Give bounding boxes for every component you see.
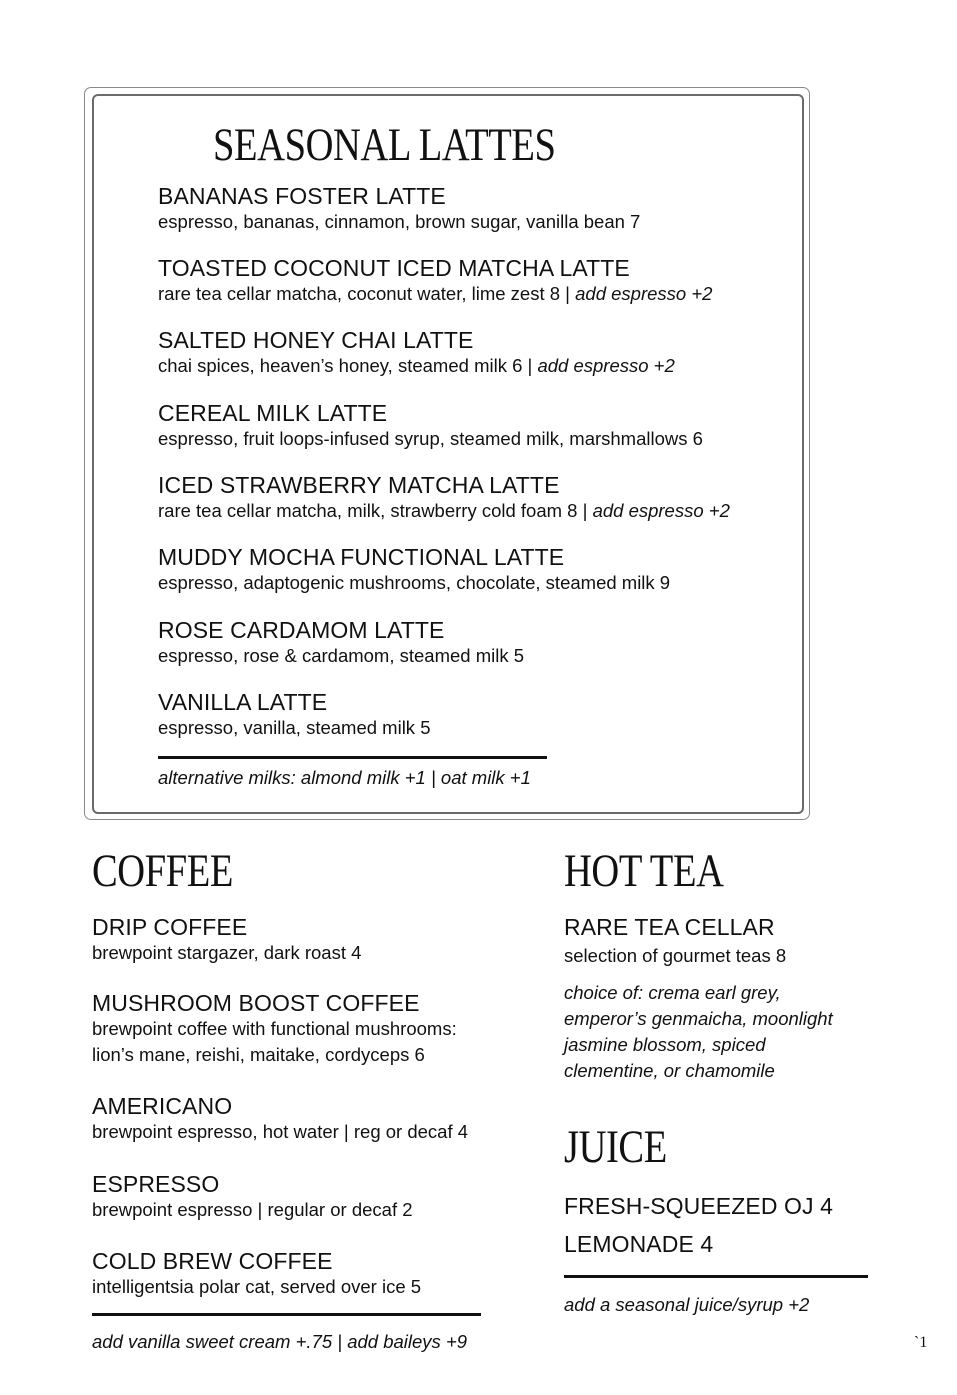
divider bbox=[564, 1275, 868, 1278]
item-name: CEREAL MILK LATTE bbox=[158, 400, 388, 426]
item-desc: brewpoint coffee with functional mushrooms: bbox=[92, 1018, 457, 1039]
item-name: ICED STRAWBERRY MATCHA LATTE bbox=[158, 472, 560, 498]
item-name: BANANAS FOSTER LATTE bbox=[158, 183, 446, 209]
menu-item bbox=[92, 914, 361, 966]
menu-item bbox=[92, 1171, 413, 1223]
menu-item bbox=[92, 990, 457, 1068]
item-desc: espresso, rose & cardamom, steamed milk 5 bbox=[158, 645, 525, 666]
item-name: COLD BREW COFFEE bbox=[92, 1248, 333, 1274]
tea-choices: choice of: crema earl grey, emperor’s genmaicha, moonlight jasmine blossom, spiced clementine, or chamomile bbox=[564, 982, 833, 1081]
menu-item bbox=[158, 544, 670, 596]
item-name: SALTED HONEY CHAI LATTE bbox=[158, 327, 474, 353]
menu-item bbox=[158, 472, 730, 524]
item-desc: brewpoint espresso, hot water | reg or decaf 4 bbox=[92, 1121, 469, 1142]
item-name: RARE TEA CELLAR bbox=[564, 914, 775, 940]
juice-heading: JUICE bbox=[564, 1121, 667, 1173]
item-desc: selection of gourmet teas 8 bbox=[564, 945, 787, 966]
menu-item bbox=[564, 1193, 833, 1219]
menu-item bbox=[158, 400, 703, 452]
item-desc: espresso, fruit loops-infused syrup, steamed milk, marshmallows 6 bbox=[158, 428, 703, 449]
menu-item bbox=[92, 1093, 468, 1145]
menu-item bbox=[158, 617, 524, 669]
coffee-heading: COFFEE bbox=[92, 845, 234, 897]
item-desc: chai spices, heaven’s honey, steamed milk 6 | add espresso +2 bbox=[158, 355, 675, 376]
menu-item bbox=[92, 1248, 421, 1300]
item-name: LEMONADE 4 bbox=[564, 1231, 714, 1257]
seasonal-heading: SEASONAL LATTES bbox=[213, 119, 556, 171]
item-name: VANILLA LATTE bbox=[158, 689, 328, 715]
item-name: TOASTED COCONUT ICED MATCHA LATTE bbox=[158, 255, 630, 281]
item-name: MUDDY MOCHA FUNCTIONAL LATTE bbox=[158, 544, 565, 570]
item-name: ESPRESSO bbox=[92, 1171, 220, 1197]
seasonal-note: alternative milks: almond milk +1 | oat milk +1 bbox=[158, 767, 531, 788]
item-desc: rare tea cellar matcha, milk, strawberry cold foam 8 | add espresso +2 bbox=[158, 500, 730, 521]
coffee-note: add vanilla sweet cream +.75 | add baileys +9 bbox=[92, 1331, 468, 1352]
item-name: AMERICANO bbox=[92, 1093, 233, 1119]
menu-item bbox=[158, 255, 712, 307]
juice-note: add a seasonal juice/syrup +2 bbox=[564, 1294, 810, 1315]
divider bbox=[158, 756, 547, 759]
item-desc: espresso, adaptogenic mushrooms, chocolate, steamed milk 9 bbox=[158, 572, 671, 593]
divider bbox=[92, 1313, 481, 1316]
item-desc: lion’s mane, reishi, maitake, cordyceps 6 bbox=[92, 1044, 425, 1065]
item-desc: brewpoint espresso | regular or decaf 2 bbox=[92, 1199, 413, 1220]
item-desc: espresso, bananas, cinnamon, brown sugar, vanilla bean 7 bbox=[158, 211, 641, 232]
page-number: `1 bbox=[914, 1334, 928, 1351]
menu-item bbox=[158, 327, 675, 379]
tea-heading: HOT TEA bbox=[564, 845, 724, 897]
item-desc: espresso, vanilla, steamed milk 5 bbox=[158, 717, 431, 738]
item-name: DRIP COFFEE bbox=[92, 914, 248, 940]
item-desc: brewpoint stargazer, dark roast 4 bbox=[92, 942, 362, 963]
menu-item bbox=[158, 183, 640, 235]
item-name: FRESH-SQUEEZED OJ 4 bbox=[564, 1193, 833, 1219]
menu-item bbox=[158, 689, 430, 741]
item-name: MUSHROOM BOOST COFFEE bbox=[92, 990, 420, 1016]
menu-item bbox=[564, 914, 786, 969]
item-desc: intelligentsia polar cat, served over ice 5 bbox=[92, 1276, 422, 1297]
item-name: ROSE CARDAMOM LATTE bbox=[158, 617, 445, 643]
menu-item bbox=[564, 1231, 713, 1257]
item-desc: rare tea cellar matcha, coconut water, lime zest 8 | add espresso +2 bbox=[158, 283, 713, 304]
